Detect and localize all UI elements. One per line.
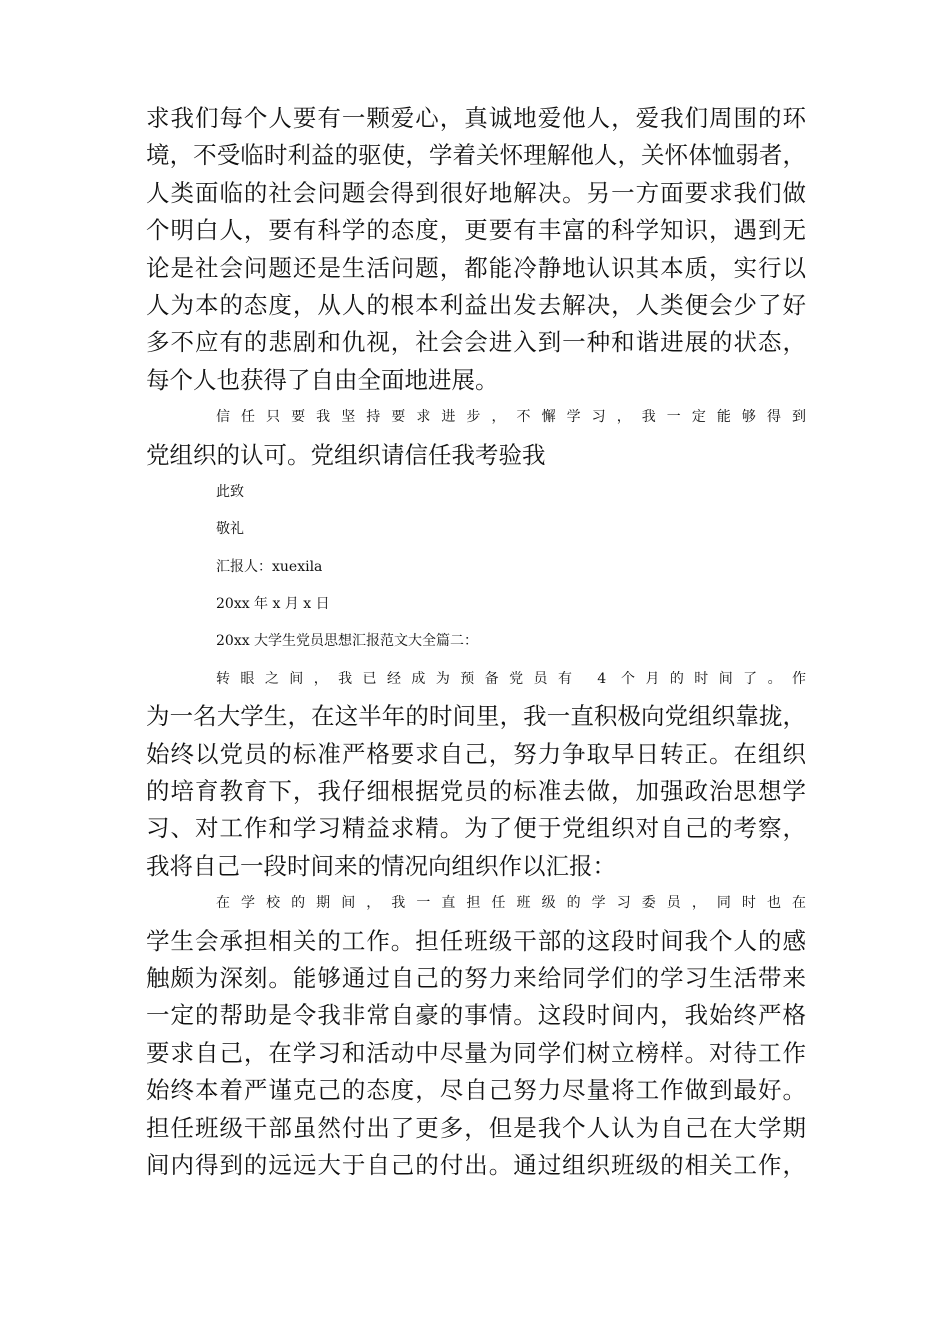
paragraph	[146, 474, 806, 511]
paragraph	[146, 661, 806, 885]
text-line: 一定的帮助是令我非常自豪的事情。这段时间内，我始终严格	[146, 1001, 806, 1030]
text-line: 为一名大学生，在这半年的时间里，我一直积极向党组织靠拢，	[146, 702, 806, 731]
text-line: 间内得到的远远大于自己的付出。通过组织班级的相关工作，	[146, 1150, 806, 1179]
text-line: 多不应有的悲剧和仇视，社会会进入到一种和谐进展的状态，	[146, 328, 806, 357]
text-line: 习、对工作和学习精益求精。为了便于党组织对自己的考察，	[146, 814, 806, 843]
text-line: 党组织的认可。党组织请信任我考验我	[146, 440, 546, 469]
text-line: 我将自己一段时间来的情况向组织作以汇报：	[146, 851, 616, 880]
text-line: 汇报人：xuexila	[216, 558, 323, 575]
text-line: 要求自己，在学习和活动中尽量为同学们树立榜样。对待工作	[146, 1038, 806, 1067]
text-line: 20xx 年 x 月 x 日	[216, 596, 330, 613]
text-line: 人为本的态度，从人的根本利益出发去解决，人类便会少了好	[146, 290, 806, 319]
text-line: 论是社会问题还是生活问题，都能冷静地认识其本质，实行以	[146, 253, 806, 282]
text-line: 敬礼	[216, 521, 244, 538]
paragraph	[146, 885, 806, 1184]
document-body	[146, 100, 806, 1184]
text-line: 始终以党员的标准严格要求自己，努力争取早日转正。在组织	[146, 739, 806, 768]
paragraph	[146, 586, 806, 623]
text-line: 人类面临的社会问题会得到很好地解决。另一方面要求我们做	[146, 178, 806, 207]
paragraph	[146, 549, 806, 586]
paragraph	[146, 511, 806, 548]
paragraph	[146, 399, 806, 474]
text-line: 在学校的期间，我一直担任班级的学习委员，同时也在	[216, 895, 806, 912]
text-line: 境，不受临时利益的驱使，学着关怀理解他人，关怀体恤弱者，	[146, 141, 806, 170]
text-line: 求我们每个人要有一颗爱心，真诚地爱他人，爱我们周围的环	[146, 104, 806, 132]
text-line: 信任只要我坚持要求进步，不懈学习，我一定能够得到	[216, 409, 806, 426]
text-line: 始终本着严谨克己的态度，尽自己努力尽量将工作做到最好。	[146, 1076, 806, 1105]
text-line: 20xx 大学生党员思想汇报范文大全篇二：	[216, 633, 479, 650]
text-line: 学生会承担相关的工作。担任班级干部的这段时间我个人的感	[146, 926, 806, 955]
text-line: 的培育教育下，我仔细根据党员的标准去做，加强政治思想学	[146, 777, 806, 806]
text-line: 个明白人，要有科学的态度，更要有丰富的科学知识，遇到无	[146, 216, 806, 245]
text-line: 触颇为深刻。能够通过自己的努力来给同学们的学习生活带来	[146, 963, 806, 992]
paragraph	[146, 623, 806, 660]
paragraph	[146, 100, 806, 399]
text-line: 转眼之间，我已经成为预备党员有 4 个月的时间了。作	[216, 670, 806, 687]
text-line: 担任班级干部虽然付出了更多，但是我个人认为自己在大学期	[146, 1113, 806, 1142]
text-line: 每个人也获得了自由全面地进展。	[146, 365, 499, 394]
text-line: 此致	[216, 483, 244, 500]
